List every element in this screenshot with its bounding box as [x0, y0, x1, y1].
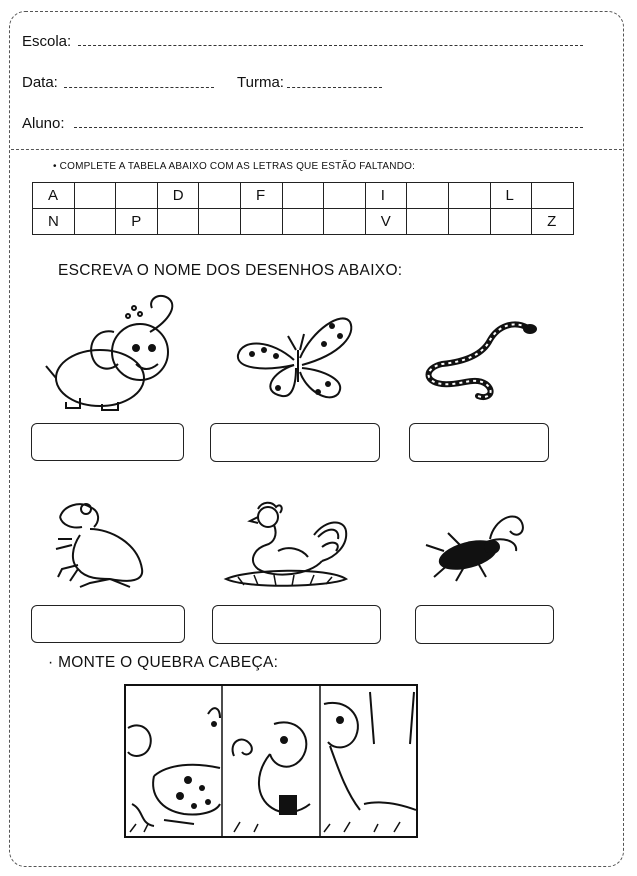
letter-cell: D [157, 183, 199, 209]
answer-box-hen[interactable] [212, 605, 381, 644]
puzzle-heading: · MONTE O QUEBRA CABEÇA: [48, 654, 279, 671]
letter-cell: A [33, 183, 75, 209]
letter-cell: V [365, 209, 407, 235]
answer-box-elephant[interactable] [31, 423, 184, 461]
letter-cell[interactable] [74, 209, 116, 235]
class-label: Turma: [237, 74, 284, 91]
cockroach-drawing [420, 505, 530, 585]
puzzle-picture [124, 684, 418, 838]
letter-cell[interactable] [199, 183, 241, 209]
alphabet-table [32, 182, 574, 235]
letter-cell[interactable] [532, 183, 574, 209]
table-instruction: • COMPLETE A TABELA ABAIXO COM AS LETRAS QUE ESTÃO FALTANDO: [53, 161, 416, 172]
letter-cell: P [116, 209, 158, 235]
letter-cell[interactable] [116, 183, 158, 209]
section-divider [11, 149, 622, 150]
butterfly-drawing [232, 310, 362, 405]
letter-cell[interactable] [282, 183, 324, 209]
school-line[interactable] [78, 45, 583, 46]
letter-cell[interactable] [74, 183, 116, 209]
letter-cell[interactable] [282, 209, 324, 235]
answer-box-snake[interactable] [409, 423, 549, 462]
letter-cell: Z [532, 209, 574, 235]
letter-cell[interactable] [407, 183, 449, 209]
letter-cell[interactable] [407, 209, 449, 235]
elephant-drawing [40, 290, 195, 420]
date-label: Data: [22, 74, 58, 91]
letter-cell[interactable] [324, 183, 366, 209]
letter-cell: L [490, 183, 532, 209]
drawings-heading: ESCREVA O NOME DOS DESENHOS ABAIXO: [58, 262, 403, 279]
letter-cell: N [33, 209, 75, 235]
date-line[interactable] [64, 87, 214, 88]
letter-cell[interactable] [240, 209, 282, 235]
answer-box-butterfly[interactable] [210, 423, 380, 462]
letter-cell[interactable] [448, 209, 490, 235]
student-label: Aluno: [22, 115, 65, 132]
letter-cell[interactable] [490, 209, 532, 235]
letter-cell[interactable] [324, 209, 366, 235]
table-row [33, 183, 574, 209]
class-line[interactable] [287, 87, 382, 88]
letter-cell[interactable] [448, 183, 490, 209]
snake-drawing [418, 316, 543, 406]
letter-cell[interactable] [199, 209, 241, 235]
letter-cell[interactable] [157, 209, 199, 235]
student-line[interactable] [74, 127, 583, 128]
table-row [33, 209, 574, 235]
hen-drawing [218, 495, 353, 590]
letter-cell: F [240, 183, 282, 209]
answer-box-frog[interactable] [31, 605, 185, 643]
frog-drawing [50, 495, 155, 590]
letter-cell: I [365, 183, 407, 209]
school-label: Escola: [22, 33, 72, 50]
answer-box-cockroach[interactable] [415, 605, 554, 644]
